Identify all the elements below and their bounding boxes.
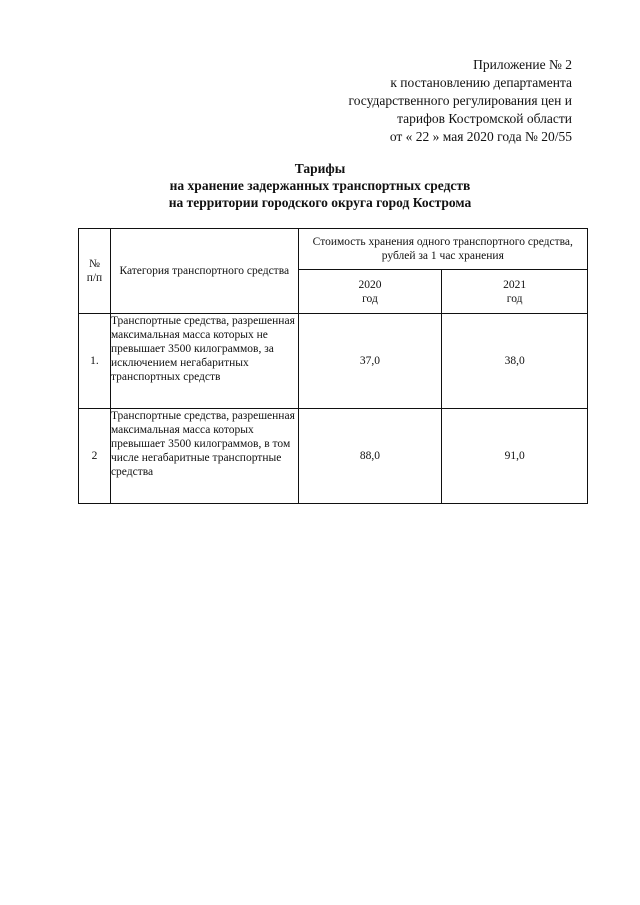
appendix-line: Приложение № 2 — [473, 57, 572, 72]
header-number-sign: № — [88, 258, 100, 270]
header-year-2021 — [442, 270, 588, 314]
header-year-unit: год — [506, 292, 523, 305]
tariffs-table — [78, 228, 588, 504]
header-number — [79, 229, 111, 314]
row-value-2020: 88,0 — [298, 409, 442, 504]
row-category: Транспортные средства, разрешенная максимальная масса которых превышает 3500 килограммов, в том числе негабаритные транспортные средства — [110, 409, 298, 504]
appendix-line: к постановлению департамента — [390, 75, 572, 90]
appendix-block — [272, 56, 572, 146]
title-line: на хранение задержанных транспортных средств — [169, 178, 471, 193]
appendix-line: от « 22 » мая 2020 года № 20/55 — [389, 129, 572, 144]
row-value-2021: 38,0 — [442, 314, 588, 409]
table-row — [79, 409, 588, 504]
header-year-value: 2020 — [358, 278, 382, 291]
row-number: 2 — [79, 409, 111, 504]
title-line: Тарифы — [294, 161, 346, 176]
table-row — [79, 314, 588, 409]
document-title — [0, 160, 640, 211]
appendix-line: государственного регулирования цен и — [348, 93, 572, 108]
header-year-unit: год — [362, 292, 378, 305]
header-number-abbrev: п/п — [86, 272, 103, 284]
row-value-2021: 91,0 — [442, 409, 588, 504]
row-number: 1. — [79, 314, 111, 409]
row-category: Транспортные средства, разрешенная максимальная масса которых не превышает 3500 килограммов, за исключением негабаритных транспортных средств — [110, 314, 298, 409]
appendix-line: тарифов Костромской области — [397, 111, 572, 126]
header-year-value: 2021 — [503, 278, 527, 291]
title-line: на территории городского округа город Кострома — [168, 195, 472, 210]
header-year-2020 — [298, 270, 442, 314]
row-value-2020: 37,0 — [298, 314, 442, 409]
header-category: Категория транспортного средства — [110, 229, 298, 314]
header-cost: Стоимость хранения одного транспортного средства, рублей за 1 час хранения — [298, 229, 587, 270]
